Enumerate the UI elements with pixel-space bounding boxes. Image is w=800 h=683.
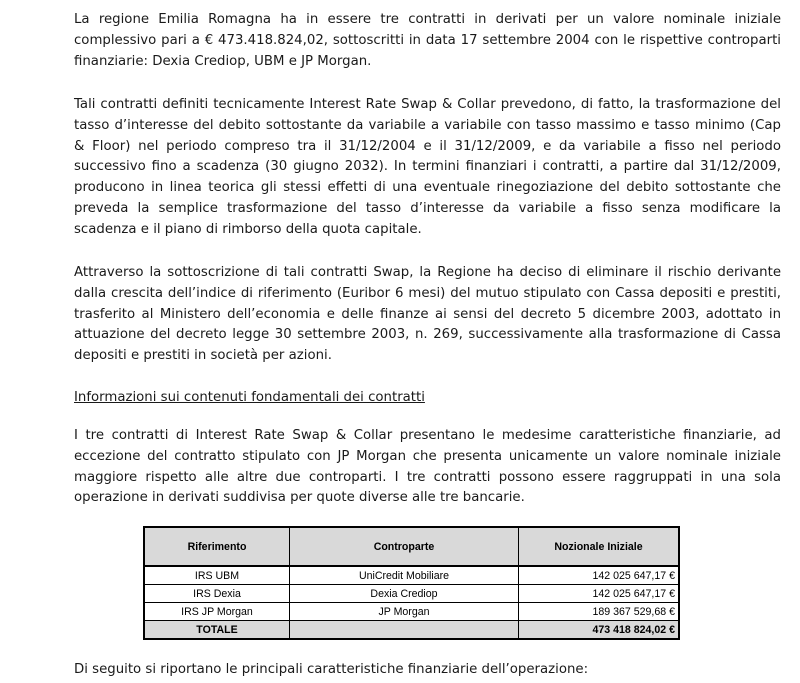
table-row [144,603,679,621]
section-heading: Informazioni sui contenuti fondamentali dei contratti [74,390,425,405]
paragraph-contract-description: Tali contratti definiti tecnicamente Interest Rate Swap & Collar prevedono, di fatto, la trasformazione del tasso d’interesse del debito sottostante da variabile a variabile con tasso massimo e tasso minimo (Cap & Floor) nel periodo compreso tra il 31/12/2004 e il 31/12/2009, e da variabile a fisso nel periodo successivo fino a scadenza (30 giugno 2032). In termini finanziari i contratti, a partire dal 31/12/2009, producono in linea teorica gli stessi effetti di una eventuale rinegoziazione del debito sottostante che preveda la semplice trasformazione del tasso d’interesse da variabile a fisso senza modificare la scadenza e il piano di rimborso della quota capitale. [74,97,781,237]
cell-controparte: Dexia Crediop [290,585,519,603]
table-total-row [144,621,679,640]
cell-nozionale: 142 025 647,17 € [519,566,680,585]
cell-total-label: TOTALE [144,621,290,640]
cell-nozionale: 189 367 529,68 € [519,603,680,621]
paragraph-contract-features: I tre contratti di Interest Rate Swap & Collar presentano le medesime caratteristiche finanziarie, ad eccezione del contratto stipulato con JP Morgan che presenta unicamente un valore nominale iniziale maggiore rispetto alle altre due controparti. I tre contratti possono essere raggruppati in una sola operazione in derivati suddivisa per quote diverse alle tre bancarie. [74,428,781,506]
cell-controparte: JP Morgan [290,603,519,621]
table-header-row [144,527,679,566]
paragraph-closing: Di seguito si riportano le principali caratteristiche finanziarie dell’operazione: [74,662,589,677]
table-row [144,566,679,585]
cell-total-nozionale: 473 418 824,02 € [519,621,680,640]
cell-total-controparte [290,621,519,640]
cell-riferimento: IRS UBM [144,566,290,585]
header-riferimento: Riferimento [144,527,290,566]
paragraph-intro: La regione Emilia Romagna ha in essere tre contratti in derivati per un valore nominale iniziale complessivo pari a € 473.418.824,02, sottoscritti in data 17 settembre 2004 con le rispettive controparti finanziarie: Dexia Crediop, UBM e JP Morgan. [74,12,781,69]
cell-riferimento: IRS Dexia [144,585,290,603]
header-nozionale: Nozionale Iniziale [519,527,680,566]
header-controparte: Controparte [290,527,519,566]
cell-controparte: UniCredit Mobiliare [290,566,519,585]
cell-riferimento: IRS JP Morgan [144,603,290,621]
notional-table [143,526,680,640]
table-row [144,585,679,603]
cell-nozionale: 142 025 647,17 € [519,585,680,603]
paragraph-swap-purpose: Attraverso la sottoscrizione di tali contratti Swap, la Regione ha deciso di eliminare il rischio derivante dalla crescita dell’indice di riferimento (Euribor 6 mesi) del mutuo stipulato con Cassa depositi e prestiti, trasferito al Ministero dell’economia e delle finanze ai sensi del decreto 5 dicembre 2003, adottato in attuazione del decreto legge 30 settembre 2003, n. 269, successivamente alla trasformazione di Cassa depositi e prestiti in società per azioni. [74,265,781,364]
